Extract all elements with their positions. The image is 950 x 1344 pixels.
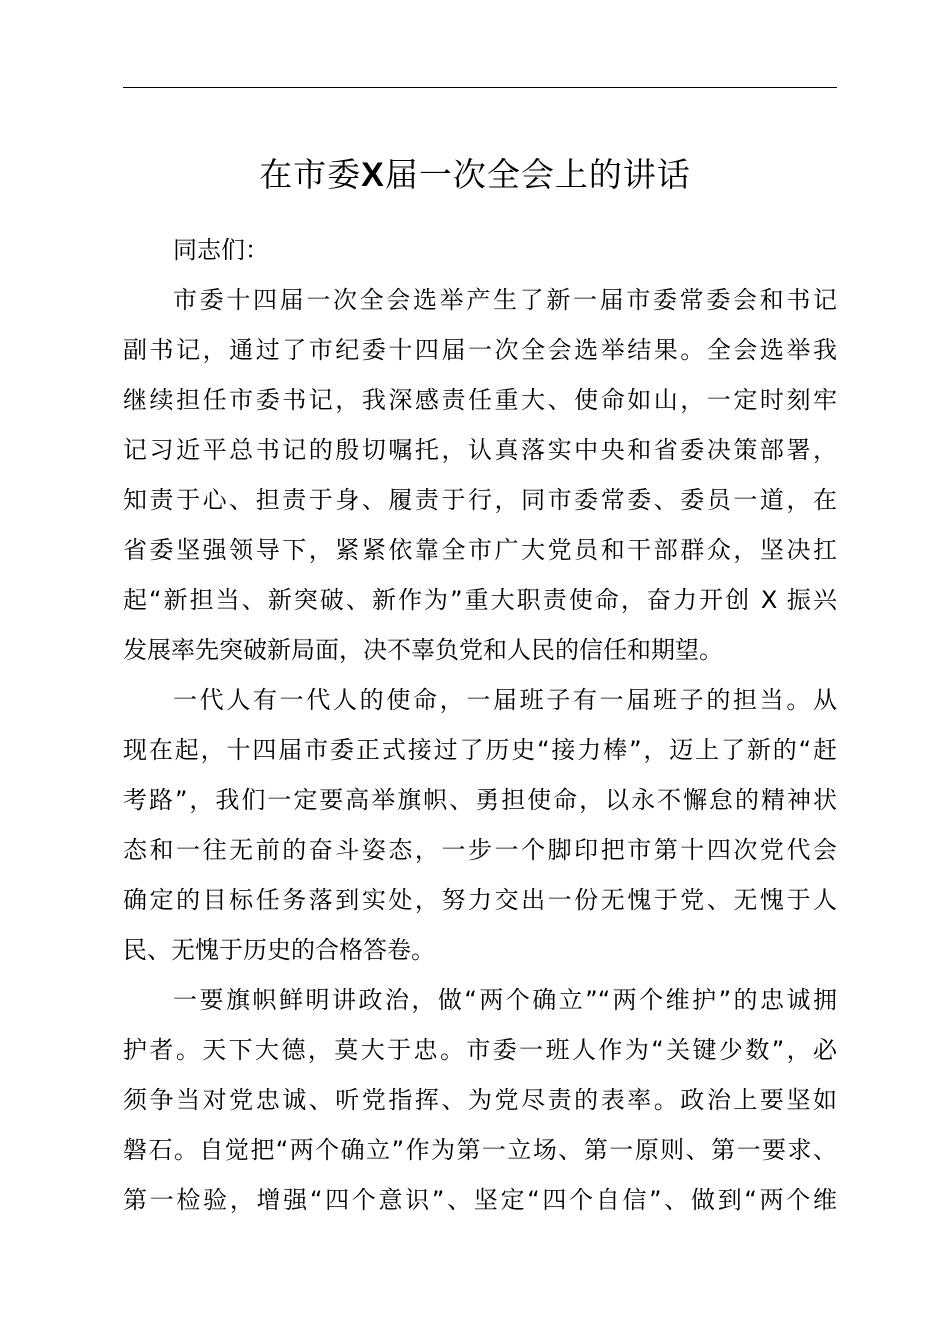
text-line: 考路”，我们一定要高举旗帜、勇担使命，以永不懈怠的精神状 xyxy=(123,786,837,814)
text-line: 记习近平总书记的殷切嘱托，认真落实中央和省委决策部署， xyxy=(123,436,837,464)
greeting: 同志们： xyxy=(173,236,269,264)
header-rule xyxy=(123,87,837,88)
text-line: 省委坚强领导下，紧紧依靠全市广大党员和干部群众，坚决扛 xyxy=(123,536,837,564)
text-line: 一要旗帜鲜明讲政治，做“两个确立”“两个维护”的忠诚拥 xyxy=(173,986,837,1014)
text-line: 发展率先突破新局面，决不辜负党和人民的信任和期望。 xyxy=(123,636,723,664)
text-line: 副书记，通过了市纪委十四届一次全会选举结果。全会选举我 xyxy=(123,336,837,364)
text-line: 一代人有一代人的使命，一届班子有一届班子的担当。从 xyxy=(173,686,837,714)
title-suffix: 届一次全会上的讲话 xyxy=(384,155,691,194)
text-line: 须争当对党忠诚、听党指挥、为党尽责的表率。政治上要坚如 xyxy=(123,1086,837,1114)
text-line: 第一检验，增强“四个意识”、坚定“四个自信”、做到“两个维 xyxy=(123,1186,837,1214)
text-line: 起“新担当、新突破、新作为”重大职责使命，奋力开创 X 振兴 xyxy=(123,586,837,614)
text-line: 民、无愧于历史的合格答卷。 xyxy=(123,936,435,964)
text-line: 现在起，十四届市委正式接过了历史“接力棒”，迈上了新的“赶 xyxy=(123,736,837,764)
text-line: 确定的目标任务落到实处，努力交出一份无愧于党、无愧于人 xyxy=(123,886,837,914)
title-x: X xyxy=(361,156,385,194)
text-line: 市委十四届一次全会选举产生了新一届市委常委会和书记 xyxy=(173,286,837,314)
page-title xyxy=(0,150,950,200)
text-line: 知责于心、担责于身、履责于行，同市委常委、委员一道，在 xyxy=(123,486,837,514)
text-line: 护者。天下大德，莫大于忠。市委一班人作为“关键少数”，必 xyxy=(123,1036,837,1064)
text-line: 继续担任市委书记，我深感责任重大、使命如山，一定时刻牢 xyxy=(123,386,837,414)
title-prefix: 在市委 xyxy=(259,155,362,194)
text-line: 磐石。自觉把“两个确立”作为第一立场、第一原则、第一要求、 xyxy=(123,1136,837,1164)
text-line: 态和一往无前的奋斗姿态，一步一个脚印把市第十四次党代会 xyxy=(123,836,837,864)
